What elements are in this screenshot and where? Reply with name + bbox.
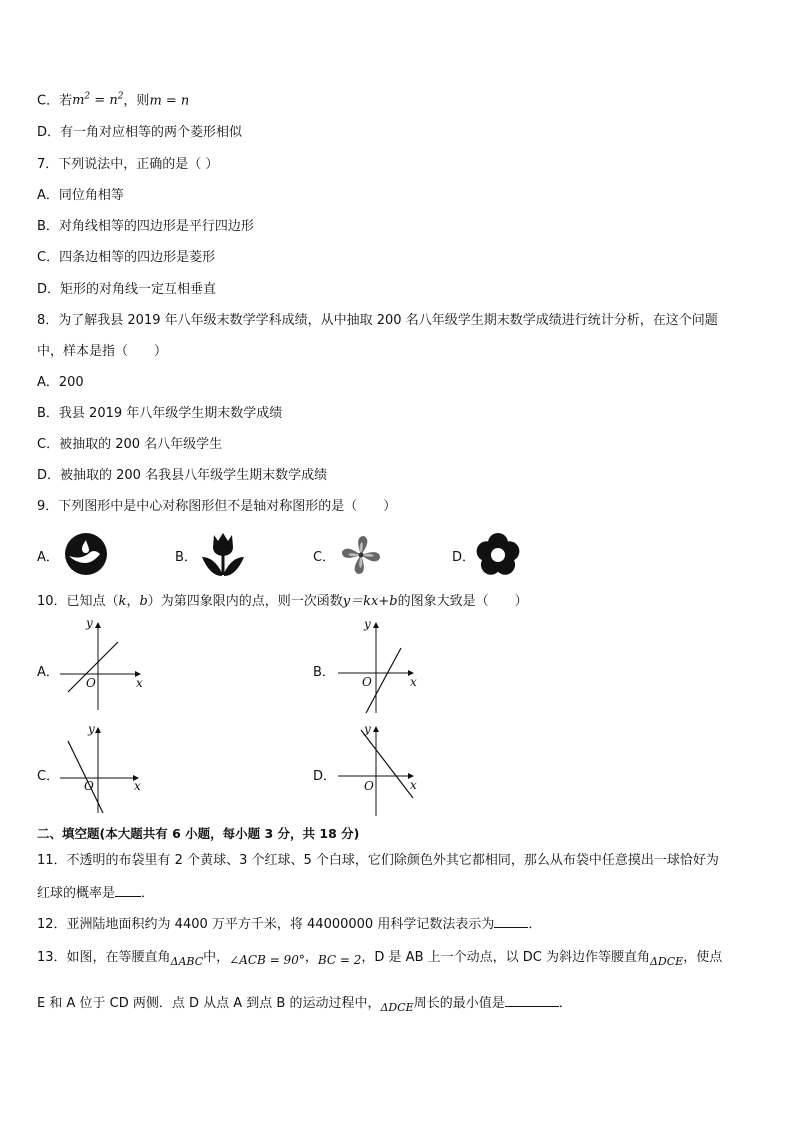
axis-y-label: y: [86, 616, 93, 630]
q8-option-c: C．被抽取的 200 名八年级学生: [37, 437, 223, 452]
q11-line2: 红球的概率是 ．: [37, 886, 155, 901]
svg-text:y: y: [364, 722, 371, 736]
svg-text:O: O: [84, 779, 94, 793]
q7-option-b: B．对角线相等的四边形是平行四边形: [37, 219, 254, 234]
q10-graph-b: [333, 618, 443, 708]
q8-option-d: D．被抽取的 200 名我县八年级学生期末数学成绩: [37, 468, 328, 483]
q10-label-b: B．: [313, 665, 335, 680]
svg-text:x: x: [410, 675, 417, 689]
svg-text:y: y: [88, 722, 95, 736]
q9-label-c: C．: [313, 550, 336, 565]
q9-label-d: D．: [452, 550, 476, 565]
q7-option-c: C．四条边相等的四边形是菱形: [37, 250, 216, 265]
svg-text:y: y: [364, 617, 371, 631]
q8-option-a: A．200: [37, 375, 84, 390]
svg-text:x: x: [410, 778, 417, 792]
q6-option-c: C．若$m^2 = n^2$，则m = n: [37, 92, 190, 109]
q11-line1: 11．不透明的布袋里有 2 个黄球、3 个红球、5 个白球，它们除颜色外其它都相同，那么从布袋中任意摸出一球恰好为: [37, 853, 719, 868]
svg-text:O: O: [362, 675, 372, 689]
q10-label-a: A．: [37, 665, 59, 680]
q10-label-c: C．: [37, 769, 60, 784]
q10-label-d: D．: [313, 769, 337, 784]
section-2-heading: 二、填空题(本大题共有 6 小题，每小题 3 分，共 18 分): [37, 826, 360, 841]
svg-text:O: O: [364, 779, 374, 793]
q8-stem-line2: 中，样本是指（ ）: [37, 344, 168, 359]
q8-option-b: B．我县 2019 年八年级学生期末数学成绩: [37, 406, 283, 421]
drop-in-circle-icon: [64, 532, 108, 576]
m-squared: $m^2 = n^2$: [72, 92, 124, 109]
q12-line: 12．亚洲陆地面积约为 4400 万平方千米，将 44000000 用科学记数法表示为 ．: [37, 917, 542, 932]
q7-option-d: D．矩形的对角线一定互相垂直: [37, 282, 217, 297]
q6-option-d: D．有一角对应相等的两个菱形相似: [37, 125, 243, 140]
q8-stem-line1: 8．为了解我县 2019 年八年级末数学学科成绩，从中抽取 200 名八年级学生期末数学成绩进行统计分析，在这个问题: [37, 313, 718, 328]
answer-blank[interactable]: [505, 994, 559, 1007]
q7-option-a: A．同位角相等: [37, 188, 124, 203]
pinwheel-icon: [338, 532, 382, 576]
q10-graph-c: [55, 723, 165, 813]
q13-line2: E 和 A 位于 CD 两侧．点 D 从点 A 到点 B 的运动过程中，$_{\Delta DCE}$周长的最小值是 ．: [37, 996, 572, 1014]
q9-label-b: B．: [175, 550, 197, 565]
flower-ring-icon: [475, 532, 519, 576]
q9-label-a: A．: [37, 550, 59, 565]
q7-stem: 7．下列说法中，正确的是（ ）: [37, 157, 219, 172]
svg-text:x: x: [134, 779, 141, 793]
axis-x-label: x: [136, 676, 143, 690]
q10-stem: 10．已知点（k，b）为第四象限内的点，则一次函数y＝kx+b的图象大致是（ ）: [37, 594, 528, 609]
q13-line1: 13．如图，在等腰直角$_{\Delta ABC}$中，∠ACB = 90°，BC = 2，D 是 AB 上一个动点，以 DC 为斜边作等腰直角$_{\Delta DCE}$，使点: [37, 950, 723, 968]
answer-blank[interactable]: [115, 884, 141, 897]
tulip-icon: [200, 531, 244, 575]
answer-blank[interactable]: [494, 915, 528, 928]
origin-label: O: [86, 676, 96, 690]
q10-graph-d: [333, 722, 443, 812]
q10-graph-a: [55, 616, 165, 710]
q9-stem: 9．下列图形中是中心对称图形但不是轴对称图形的是（ ）: [37, 499, 397, 514]
